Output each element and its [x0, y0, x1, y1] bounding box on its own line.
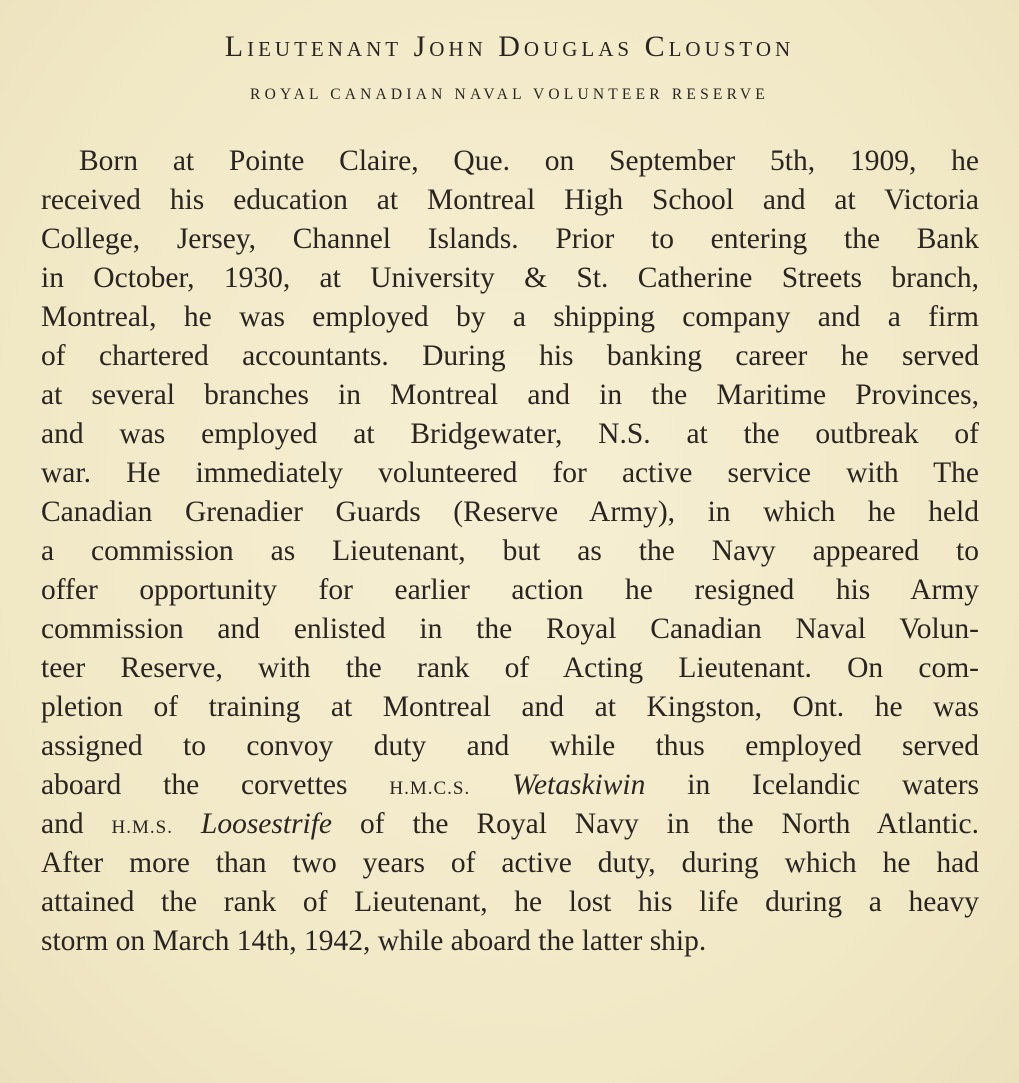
text-line: received his education at Montreal High School and at Victoria — [41, 184, 979, 216]
page-title: Lieutenant John Douglas Clouston — [224, 30, 795, 63]
text-line-ship-loosestrife — [41, 805, 979, 844]
text-line: of chartered accountants. During his banking career he served — [41, 340, 979, 372]
text-line: commission and enlisted in the Royal Canadian Naval Volun- — [41, 613, 979, 645]
text-line: assigned to convoy duty and while thus employed served — [41, 730, 979, 762]
text-line: in October, 1930, at University & St. Catherine Streets branch, — [41, 262, 979, 294]
ship-prefix: H.M.C.S. — [389, 778, 471, 799]
page-subtitle: ROYAL CANADIAN NAVAL VOLUNTEER RESERVE — [250, 86, 769, 103]
text-line: pletion of training at Montreal and at Kingston, Ont. he was — [41, 691, 979, 723]
text-line: Canadian Grenadier Guards (Reserve Army), in which he held — [41, 496, 979, 528]
text-line: After more than two years of active duty, during which he had — [41, 847, 979, 879]
ship-name: Loosestrife — [200, 808, 333, 840]
text-line: at several branches in Montreal and in the Maritime Provinces, — [41, 379, 979, 411]
ship-name: Wetaskiwin — [512, 769, 646, 801]
text-line: College, Jersey, Channel Islands. Prior to entering the Bank — [41, 223, 979, 255]
line-text: and — [41, 808, 84, 840]
text-line-ship-wetaskiwin — [41, 766, 979, 805]
text-line: offer opportunity for earlier action he resigned his Army — [41, 574, 979, 606]
ship-prefix: H.M.S. — [111, 817, 173, 838]
text-line: teer Reserve, with the rank of Acting Lieutenant. On com- — [41, 652, 979, 684]
text-line: attained the rank of Lieutenant, he lost his life during a heavy — [41, 886, 979, 918]
text-line: Montreal, he was employed by a shipping company and a firm — [41, 301, 979, 333]
line-text: in Icelandic waters — [687, 769, 979, 801]
line-text: aboard the corvettes — [41, 769, 348, 801]
text-line: Born at Pointe Claire, Que. on September 5th, 1909, he — [79, 145, 979, 177]
text-line: war. He immediately volunteered for active service with The — [41, 457, 979, 489]
biography-text — [41, 142, 979, 961]
text-line: and was employed at Bridgewater, N.S. at the outbreak of — [41, 418, 979, 450]
line-text: of the Royal Navy in the North Atlantic. — [359, 808, 980, 840]
text-line: a commission as Lieutenant, but as the Navy appeared to — [41, 535, 979, 567]
text-line: storm on March 14th, 1942, while aboard the latter ship. — [41, 925, 707, 957]
